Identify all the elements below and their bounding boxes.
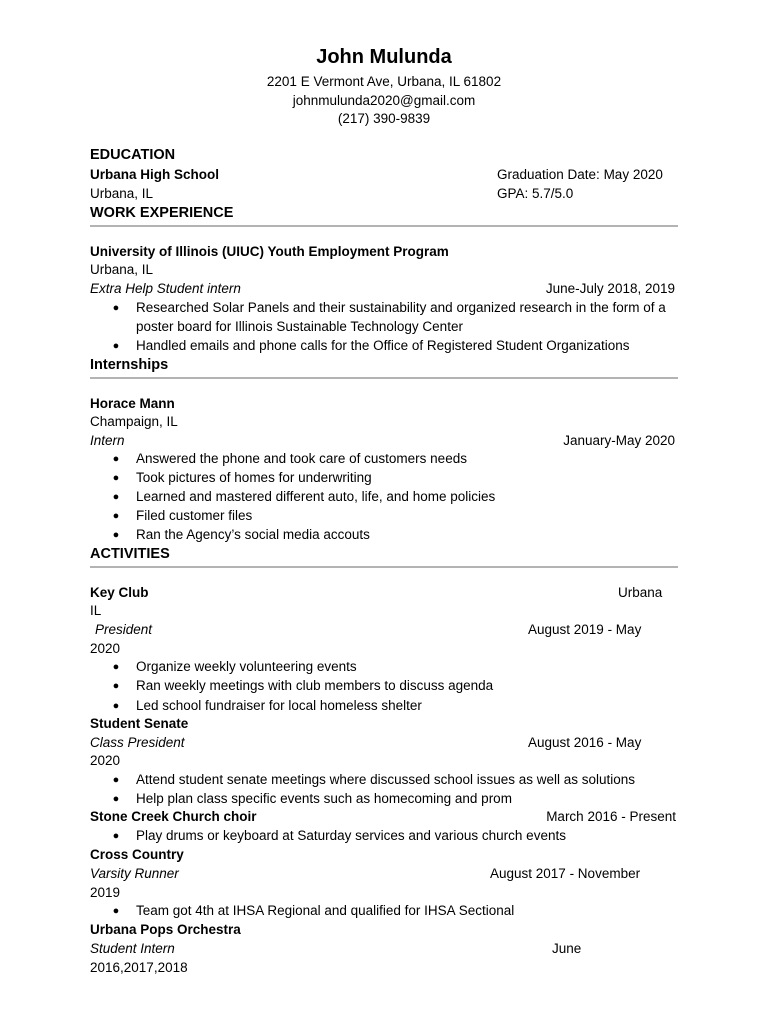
- key-club-bullet: Organize weekly volunteering events: [136, 659, 357, 674]
- education-heading: EDUCATION: [90, 147, 176, 163]
- bullet-icon: ●: [112, 472, 120, 484]
- candidate-name: John Mulunda: [316, 46, 452, 68]
- internship-bullet: Took pictures of homes for underwriting: [136, 470, 372, 485]
- internship-bullet: Answered the phone and took care of customers needs: [136, 451, 467, 466]
- key-club-dates-continued: 2020: [90, 641, 121, 656]
- bullet-icon: ●: [112, 905, 120, 917]
- orchestra-role: Student Intern: [90, 941, 175, 956]
- key-club-role: President: [95, 622, 153, 637]
- work-dates: June-July 2018, 2019: [545, 281, 675, 296]
- graduation-date: Graduation Date: May 2020: [497, 167, 663, 182]
- choir-dates: March 2016 - Present: [546, 809, 676, 824]
- senate-name: Student Senate: [90, 716, 189, 731]
- key-club-location-continued: IL: [90, 603, 102, 618]
- work-org: University of Illinois (UIUC) Youth Employment Program: [90, 244, 449, 259]
- internship-bullet: Learned and mastered different auto, life, and home policies: [136, 489, 496, 504]
- section-divider: [90, 377, 678, 379]
- xc-dates-continued: 2019: [90, 885, 121, 900]
- key-club-dates: August 2019 - May: [528, 622, 642, 637]
- email: johnmulunda2020@gmail.com: [292, 93, 476, 108]
- bullet-icon: ●: [112, 302, 120, 314]
- xc-dates: August 2017 - November: [490, 866, 641, 881]
- orchestra-dates-continued: 2016,2017,2018: [90, 960, 188, 975]
- work-bullet: Researched Solar Panels and their sustainability and organized research in the form of a: [136, 300, 666, 315]
- senate-dates-continued: 2020: [90, 753, 121, 768]
- bullet-icon: ●: [112, 661, 120, 673]
- orchestra-dates: June: [552, 941, 582, 956]
- bullet-icon: ●: [112, 774, 120, 786]
- bullet-icon: ●: [112, 491, 120, 503]
- orchestra-name: Urbana Pops Orchestra: [90, 922, 241, 937]
- work-role: Extra Help Student intern: [90, 281, 241, 296]
- bullet-icon: ●: [112, 340, 120, 352]
- bullet-icon: ●: [112, 700, 120, 712]
- school-name: Urbana High School: [90, 167, 220, 182]
- choir-bullet: Play drums or keyboard at Saturday services and various church events: [136, 828, 566, 843]
- work-location: Urbana, IL: [90, 262, 154, 277]
- section-divider: [90, 566, 678, 568]
- work-heading: WORK EXPERIENCE: [90, 205, 234, 221]
- key-club-bullet: Ran weekly meetings with club members to discuss agenda: [136, 678, 494, 693]
- activities-heading: ACTIVITIES: [90, 546, 170, 562]
- school-location: Urbana, IL: [90, 186, 154, 201]
- internship-dates: January-May 2020: [563, 433, 675, 448]
- internship-bullet: Ran the Agency’s social media accouts: [136, 527, 370, 542]
- key-club-bullet: Led school fundraiser for local homeless shelter: [136, 698, 422, 713]
- internship-bullet: Filed customer files: [136, 508, 253, 523]
- internship-org: Horace Mann: [90, 396, 175, 411]
- senate-bullet: Help plan class specific events such as homecoming and prom: [136, 791, 512, 806]
- key-club-location: Urbana: [618, 585, 663, 600]
- xc-name: Cross Country: [90, 847, 184, 862]
- gpa: GPA: 5.7/5.0: [497, 186, 574, 201]
- internship-role: Intern: [90, 433, 125, 448]
- senate-bullet: Attend student senate meetings where discussed school issues as well as solutions: [136, 772, 636, 787]
- address: 2201 E Vermont Ave, Urbana, IL 61802: [266, 74, 502, 89]
- internship-location: Champaign, IL: [90, 414, 178, 429]
- internships-heading: Internships: [90, 357, 169, 373]
- bullet-icon: ●: [112, 529, 120, 541]
- bullet-icon: ●: [112, 830, 120, 842]
- xc-bullet: Team got 4th at IHSA Regional and qualified for IHSA Sectional: [136, 903, 515, 918]
- work-bullet: Handled emails and phone calls for the Office of Registered Student Organizations: [136, 338, 630, 353]
- key-club-name: Key Club: [90, 585, 149, 600]
- bullet-icon: ●: [112, 680, 120, 692]
- bullet-icon: ●: [112, 793, 120, 805]
- xc-role: Varsity Runner: [90, 866, 179, 881]
- choir-name: Stone Creek Church choir: [90, 809, 257, 824]
- bullet-icon: ●: [112, 510, 120, 522]
- senate-role: Class President: [90, 735, 185, 750]
- work-bullet-continued: poster board for Illinois Sustainable Technology Center: [136, 319, 463, 334]
- bullet-icon: ●: [112, 453, 120, 465]
- section-divider: [90, 225, 678, 227]
- senate-dates: August 2016 - May: [528, 735, 642, 750]
- phone: (217) 390-9839: [337, 111, 431, 126]
